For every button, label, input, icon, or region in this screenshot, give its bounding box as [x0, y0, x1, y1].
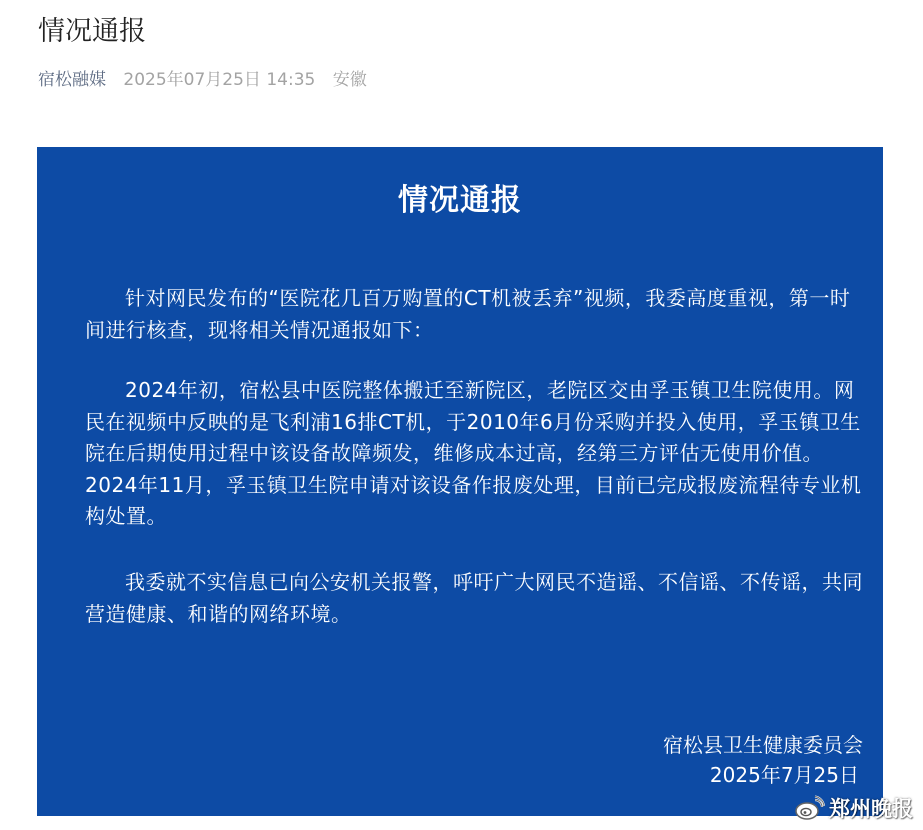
notice-paragraph: 2024年初，宿松县中医院整体搬迁至新院区，老院区交由孚玉镇卫生院使用。网民在视频中反映的是飞利浦16排CT机，于2010年6月份采购并投入使用，孚玉镇卫生院在后期使用过程中该设备故障频发，维修成本过高，经第三方评估无使用价值。2024年11月，孚玉镇卫生院申请对该设备作报废处理，目前已完成报废流程待专业机构处置。 [85, 378, 862, 528]
publish-region: 安徽 [332, 70, 367, 90]
notice-signature: 宿松县卫生健康委员会 [663, 733, 863, 757]
watermark-text: 郑州晚报 [829, 797, 913, 821]
notice-heading: 情况通报 [398, 183, 522, 218]
weibo-icon [795, 795, 825, 821]
notice-paragraph: 针对网民发布的“医院花几百万购置的CT机被丢弃”视频，我委高度重视，第一时间进行核查，现将相关情况通报如下： [85, 286, 851, 342]
publish-datetime: 2025年07月25日 14:35 [123, 70, 316, 90]
notice-date: 2025年7月25日 [709, 763, 859, 787]
notice-paragraph: 我委就不实信息已向公安机关报警，呼吁广大网民不造谣、不信谣、不传谣，共同营造健康、和谐的网络环境。 [85, 570, 863, 626]
article-meta [38, 66, 367, 94]
notice-image [37, 147, 883, 816]
watermark [795, 792, 913, 824]
article-title: 情况通报 [38, 16, 146, 47]
article-source-link[interactable]: 宿松融媒 [38, 70, 106, 90]
